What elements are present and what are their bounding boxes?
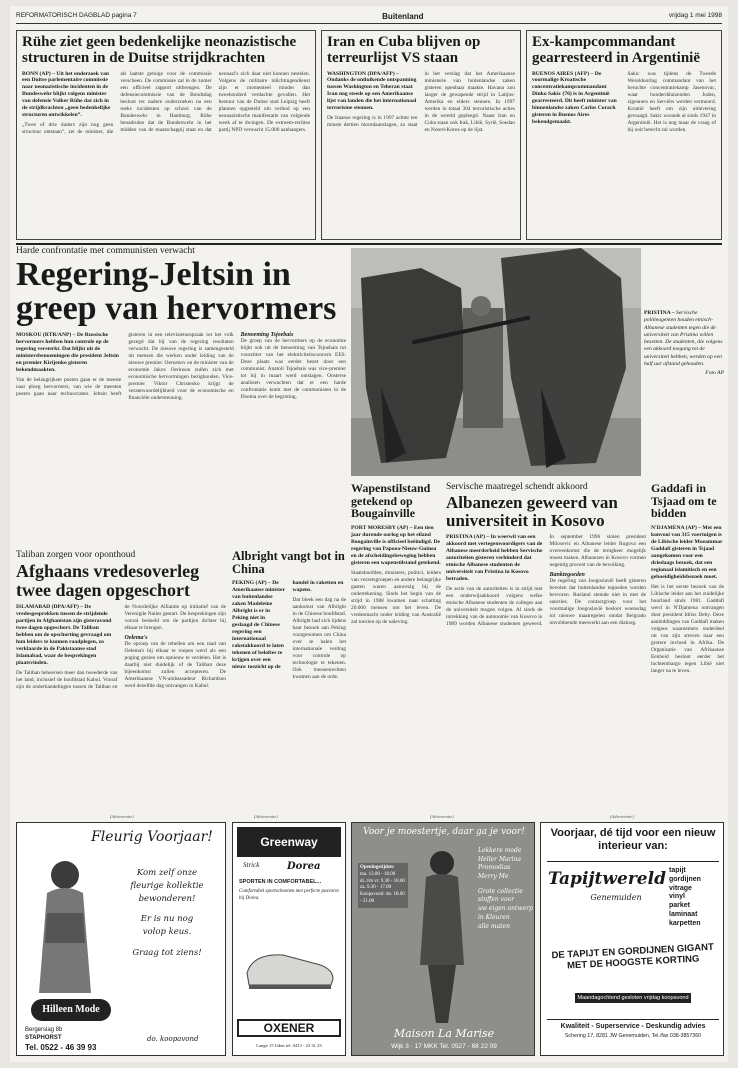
model-illustration	[402, 845, 482, 1025]
article-subhead: Banktegoeden	[549, 571, 585, 578]
page-header	[16, 12, 722, 24]
ad-footer: Kwaliteit - Superservice - Deskundig advies	[547, 1019, 719, 1030]
article-gaddafi	[651, 482, 724, 792]
article-body: De Taliban beheersen meer dan tweederde van het land, inclusief de hoofdstad Kabul. Vooraf zijn de onderhandelingen tussen de Taliban en de Noordelijke Alliantie op initiatief van de Verenigde Naties gestart. De besprekingen zijn vooral bedoeld om de partijen dichter bij elkaar te brengen.	[16, 603, 226, 690]
police-photo	[351, 248, 641, 476]
article-lead: WASHINGTON (DPA/AFP) – Ondanks de ontluikende ontspanning tussen Washington en Teheran staat Iran nog steeds op een Amerikaanse lijst van landen die het internationaal terrorisme steunen.	[327, 70, 417, 112]
article-lead: BONN (AP) – Uit het onderzoek van een Duitse parlementaire commissie naar neonazistische incidenten in de Bundeswehr blijkt volgens minister van defensie Volker Rühe dat zich in de strijdkrachten „geen bedenkelijke structuren ontwikkelen”.	[22, 70, 111, 119]
ad-hours-line: di. t/m vr. 9.30 - 18.00	[360, 878, 405, 884]
ad-line: fleurige kollektie	[130, 880, 204, 891]
ad-line: Heller Marina	[478, 855, 521, 863]
article-headline: Afghaans vredesoverleg twee dagen opgeschort	[16, 561, 200, 600]
ad-hours-line: Koopavond: do. 18.00 - 21.00	[360, 892, 405, 904]
header-date: vrijdag 1 mei 1998	[668, 12, 722, 19]
ad-items	[669, 867, 721, 928]
ad-tapijtwereld	[540, 822, 724, 1056]
ad-title: Fleurig Voorjaar!	[91, 829, 213, 845]
article-lead: MOSKOU (RTR/ANP) – De Russische hervormers hebben hun controle op de regering versterkt. Dat blijkt uit de ministersbenoemingen die president Jeltsin en premier Kirijenko gisteren bekendmaakten.	[16, 332, 119, 373]
article-body: Van de belangrijkste posten gaan er de meeste naar ploeg hervormers, van wie de meesten posten gaan naar technocraten. Jeltsin heeft gisteren in een televisietoespraak tot het volk gezegd dat hij van de regering resultaten verwacht. De nieuwe regering is samengesteld uit mensen die werken onder leiding van de nieuwe premier. Oeroenov en de minister van de economie Jakov Oerinson zullen zich met economische hervormingen bezighouden. Vice-premier Viktor Christenko krijgt de verantwoordelijkheid voor de economische en financiële ondersteuning.	[16, 332, 234, 402]
article-headline: Albanezen geweerd van universiteit in Kosovo	[446, 493, 618, 530]
ad-item: laminaat	[669, 910, 698, 918]
article-lead: PORT MORESBY (AP) – Een tien jaar durende oorlog op het eiland Bougainville is officieel beëindigd. De regering van Papoea-Nieuw-Guinea en de afscheidingsbeweging hebben gisteren een wapenstilstand getekend.	[351, 524, 441, 566]
ad-city: Genemuiden	[590, 893, 642, 902]
photo-pristina	[351, 248, 641, 476]
ad-line: Merry Me	[478, 873, 509, 881]
ad-address: Bergerslag 8b	[25, 1027, 63, 1033]
article-body: De Iraanse regering is in 1997 achter ten minste dertien moordaanslagen, zo staat in het verslag dat het Amerikaanse ministerie van buitenlandse zaken gisteren openbaar maakte. Havana zou langer de gewapende strijd in Latijns-Amerika en elders steunen. In 1997 werden in totaal 304 terroristische acties in de wereld gepleegd. Naast Iran en Cuba staan ook Irak, Libië, Syrië, Soedan en Noord-Korea op de lijst.	[327, 70, 515, 133]
article-kicker: Taliban zorgen voor oponthoud	[16, 550, 136, 560]
article-body-2: De oproep van de rebellen om een raad van Oelema's bij elkaar te roepen werd als een poging gezien om opnieuw te verdelen. Het is daarbij niet duidelijk of de Taliban deze bijeenkomst zullen accepteren. De Amerikaanse VN-ambassadeur Richardson werd dezelfde dag ontvangen in Kabul.	[124, 640, 226, 689]
ad-lines	[112, 867, 222, 960]
ad-text: Comfortabel sportschoenen met perfecte pasvorm bij Dorea.	[239, 889, 339, 901]
article-afghanistan	[16, 550, 226, 812]
ad-label: (Advertentie)	[430, 814, 454, 819]
article-jeltsin	[16, 246, 346, 546]
ad-headline: Voor je moestertje, daar ga je voor!	[363, 827, 525, 837]
article-body-2: De groep van de hervormers op de economie blijkt ook uit de benoeming van Tsjoebais tot voorzitter van het elektriciteitsconcern EES. Deze plaats was eerder bezet door een communist. Anatoli Tsjoebais was vice-premier tot hij in maart werd ontslagen. Oosterse analisten verwachten dat er een harde confrontatie komt met de communisten in de Doema over de begroting.	[240, 338, 346, 401]
ad-line: uw eigen ontwerp	[478, 905, 533, 913]
ad-hours-line: za. 9.30 - 17.00	[360, 885, 392, 891]
ad-city: STAPHORST	[25, 1034, 62, 1041]
ad-hours-line: ma. 13.00 - 18.00	[360, 871, 396, 877]
ad-hours	[358, 863, 408, 908]
article-headline: Rühe ziet geen bedenkelijke neonazistische structuren in de Duitse strijdkrachten	[22, 34, 297, 66]
article-body: Het is het eerste bezoek van de Libische leider aan het zuidelijke buurland sinds 1981. Gaddafi werd in N'Djamena ontvangen door president Idriss Deby. Deze aanbiddingen van Gaddafi maken volgens waarnemers onderdeel uit van zijn streven naar een grotere invloed in Afrika. De Organisatie van Afrikaanse Eenheid besloot eerder het luchtembargo tegen Libië niet langer na te leven.	[651, 583, 724, 674]
article-lead: ISLAMABAD (DPA/AFP) – De vredesgesprekken tussen de strijdende partijen in Afghanistan zijn gisteravond twee dagen opgeschort. De Taliban hebben om de opschorting gevraagd om hun leiders te kunnen raadplegen, zo verklaarde in de Pakistaanse stad Islamabad, waar de besprekingen plaatsvinden.	[16, 603, 112, 666]
ad-hilleen	[16, 822, 226, 1056]
caption-text: Servische politieagenten houden etnisch-Albanese studenten tegen die de universiteit van Pristina willen bezetten. De studenten, die volgens een akkoord toegang tot de universiteit hebben, werden op een half uur afstand gehouden.	[644, 310, 723, 367]
woman-illustration	[25, 853, 105, 998]
ad-maison	[351, 822, 535, 1056]
ad-label: (Advertentie)	[610, 814, 634, 819]
article-subhead: Oelema's	[124, 634, 148, 641]
article-kicker: Harde confrontatie met communisten verwacht	[16, 246, 195, 256]
ad-lines	[478, 847, 534, 931]
article-albright	[232, 550, 346, 812]
header-left: REFORMATORISCH DAGBLAD pagina 7	[16, 12, 137, 19]
ad-item: gordijnen	[669, 875, 701, 883]
caption-title: PRISTINA –	[644, 310, 675, 316]
ad-line: Er is nu nog	[140, 914, 194, 925]
newspaper-page	[10, 6, 728, 1062]
ad-shop-name: Maison La Marise	[393, 1027, 495, 1040]
article-headline: Ex-kampcommandant gearresteerd in Argentinië	[532, 34, 701, 66]
article-body: Staatshoofden, ministers, politici, leiders van verzetsgroepen en andere belangrijke gasten waren aanwezig bij de ondertekening. Sinds het begin van de strijd in 1988 kwamen naar schatting 20.000 mensen om het leven. De vredesmacht onder leiding van Australië zal toezien op de naleving.	[351, 569, 441, 625]
article-headline: Albright vangt bot in China	[232, 550, 345, 577]
ad-brand: Greenway	[237, 827, 341, 857]
article-body: Sakic was tijdens de Tweede Wereldoorlog commandant van het beruchte concentratiekamp Jasenovac, waar honderdduizenden Joden, zigeuners en Serviërs werden vermoord. Kroatië heeft om zijn uitlevering gevraagd. Sakic woonde al sinds 1947 in Argentinië. Het is nog maar de vraag of hij ooit berecht zal worden.	[627, 70, 716, 133]
photo-credit: Foto AP	[705, 370, 724, 377]
article-body: „Twee of drie daders zijn nog geen structuur ontstaan”, zei de minister, die als laatste getuige voor de commissie verscheen. De commissie zal in de zomer een officieel rapport uitbrengen. De defensiecommissie van de Bondsdag besloot tot nadere onderzoeken na een reeks incidenten op school van de Bundeswehr in Hamburg. Rühe benadrukte dat de Bundeswehr in het midden van de maatschappij staat en dat neonazi's zich daar niet kunnen nestelen. Volgens de militaire inlichtingendienst zijn er momenteel minder dan tweehonderd verdachte gevallen. Het bestuur van de Duitse stad Leipzig heeft plannen opgesteld om verbod op een neonazistische manifestatie van volgende week af te dwingen. De extreem-rechtse partij NPD verwacht 15.000 aanhangers.	[22, 70, 310, 136]
ad-brand: Tapijtwereld	[548, 869, 666, 889]
article-kosovo	[446, 482, 646, 792]
article-sakic	[526, 30, 722, 240]
ad-phone: Tel. 0522 - 46 39 93	[25, 1042, 97, 1052]
ad-hours-title: Openingstijden:	[360, 865, 395, 870]
ad-headline: Voorjaar, dé tijd voor een nieuw interieur van:	[550, 827, 716, 852]
article-ruhe	[16, 30, 316, 240]
shoe-illustration	[243, 933, 337, 993]
ad-extra: do. koopavond	[147, 1035, 199, 1043]
article-subhead: Benoeming Tsjoebais	[240, 332, 294, 338]
ad-line: Kom zelf onze	[136, 868, 198, 878]
article-lead: PRISTINA (AP) – In weerwil van een akkoord met vertegenwoordigers van de Albanese meerderheid hebben Servische autoriteiten gisteren verhinderd dat etnische Albanese studenten de universiteit van Pristina in Kosovo betraden.	[446, 533, 543, 582]
ad-line: stoffen voor	[478, 896, 515, 904]
ad-footer-2: Schering 17, 8281 JW Genemuiden, Tel./fax 038-3857360	[564, 1033, 702, 1039]
ad-shop-name: Hilleen Mode	[31, 999, 111, 1021]
ad-divider	[547, 861, 719, 862]
ad-note: Maandagochtend gesloten vrijdag koopavond	[575, 993, 691, 1003]
ad-item: karpetten	[669, 919, 701, 927]
article-headline: Wapenstilstand getekend op Bougainville	[351, 482, 431, 521]
ad-item: vitrage	[669, 884, 692, 892]
ad-title: SPORTEN IN COMFORTABEL...	[239, 879, 322, 885]
ad-brand-2: OXENER	[237, 1019, 341, 1037]
ad-line: volop keus.	[142, 927, 192, 937]
ad-line: Grote collectie	[478, 887, 523, 895]
article-headline: Gaddafi in Tsjaad om te bidden	[651, 482, 717, 521]
section-title: Buitenland	[382, 12, 424, 21]
article-body: Dat bleek een dag na de aankomst van Albright in de Chinese hoofdstad. Albright had zich tijdens haar bezoek aan Peking voorgenomen om China over te halen het internationale verdrag voor controle op technologie te tekenen. Ook mensenrechten kwamen aan de orde.	[292, 597, 346, 681]
ad-sub: Strick	[243, 861, 260, 869]
ad-item: vinyl	[669, 893, 685, 901]
ad-shop: Dorea	[287, 861, 321, 872]
ad-greenway	[232, 822, 346, 1056]
ad-line: in Kleuren	[478, 913, 510, 921]
article-iran	[321, 30, 521, 240]
article-lead: BUENOS AIRES (AFP) – De voormalige Kroatische concentratiekampcommandant Dinko Sakic (76) is in Argentinië gearresteerd. Dit heeft minister van binnenlandse zaken Carlos Corach gisteren in Buenos Aires bekendgemaakt.	[532, 70, 617, 126]
article-headline: Regering-Jeltsin in greep van hervormers	[16, 256, 337, 327]
ad-line: alle maten	[478, 922, 510, 930]
ad-item: parket	[669, 902, 691, 909]
article-body-2: De regering van Joegoslavië heeft gisteren bevolen dat buitenlandse tegoeden worden bevroren. Rusland stemde niet in met de sancties. De contactgroep voor het voormalige Joegoslavië besloot woensdag tot nieuwe maatregelen omdat Belgrado onvoldoende meewerkt aan een dialoog.	[549, 577, 646, 626]
section-divider	[16, 243, 722, 245]
ad-line: bewonderen!	[138, 893, 196, 904]
ad-item: tapijt	[669, 867, 686, 874]
article-headline: Iran en Cuba blijven op terreurlijst VS staan	[327, 34, 481, 66]
ad-label: (Advertentie)	[254, 814, 278, 819]
ad-address-block	[25, 1027, 96, 1053]
ad-banner: DE TAPIJT EN GORDIJNEN GIGANT MET DE HOOGSTE KORTING	[551, 941, 715, 972]
ad-line: Lekkere mode	[478, 847, 522, 854]
ad-line: Promodias	[478, 864, 511, 872]
ad-address: Wijk 3 · 17 MKK Tel. 0527 - 68 22 09	[391, 1043, 497, 1050]
photo-caption	[644, 310, 724, 450]
ad-footer: Lange 15 Uden tel. 0413 - 23 31 23	[256, 1043, 322, 1048]
article-lead: N'DJAMENA (AP) – Met een konvooi van 315 voertuigen is de Libische leider Moeammar Gaddafi gisteren in Tsjaad aangekomen voor een driedaags bezoek, dat een regionaal islamitisch en een geboeidigheidsbezoek moet.	[651, 524, 723, 580]
article-body: De actie van de autoriteiten is in strijd met een onderwijsakkoord volgens welke etnische Albanese studenten de colleges aan de universiteit mogen volgen. Al sinds de intrekking van de autonomie van Kosovo in 1989 worden Albanese studenten geweerd. In september 1996 sloten president Milosevic en Albanese leider Rugova een overeenkomst die de terugkeer mogelijk moest maken. Albanezen in Kosovo vormen negentig procent van de bevolking.	[446, 533, 646, 627]
ad-label: (Advertentie)	[110, 814, 134, 819]
article-lead: PEKING (AP) – De Amerikaanse minister van buitenlandse zaken Madeleine Albright is er in Peking niet in geslaagd de Chinese regering een internationaal raketakkoord te laten tekenen of beloftes te krijgen over een nieuw toezicht op de handel in raketten en wapens.	[232, 580, 344, 671]
ad-line: Graag tot ziens!	[132, 947, 202, 958]
article-kicker: Servische maatregel schendt akkoord	[446, 482, 588, 492]
article-bougainville	[351, 482, 441, 792]
